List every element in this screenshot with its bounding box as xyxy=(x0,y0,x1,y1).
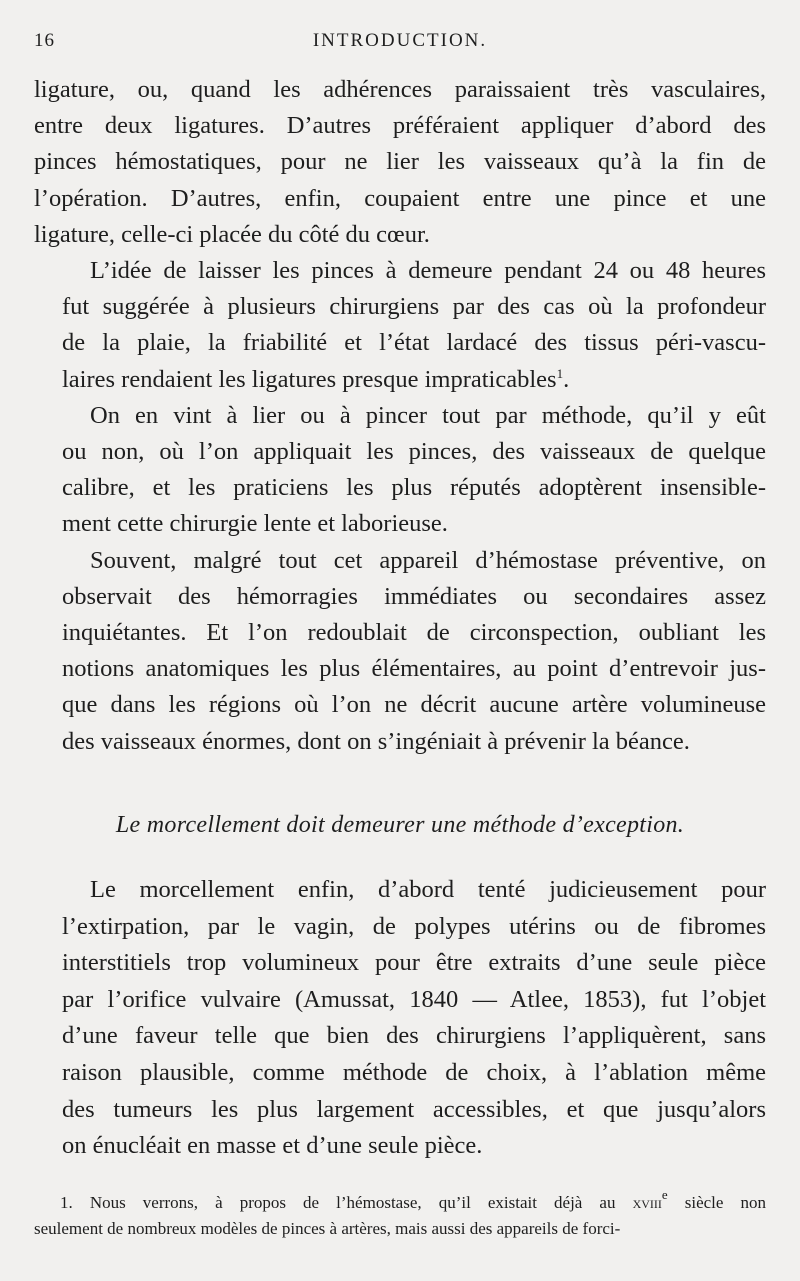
text-line: inquiétantes. Et l’on redoublait de circonspection, oubliant les xyxy=(62,619,766,647)
text-line: calibre, et les praticiens les plus réputés adoptèrent insensible- xyxy=(62,474,766,502)
footnote-ref[interactable]: 1 xyxy=(556,365,564,381)
text-line: ligature, ou, quand les adhérences paraissaient très vasculaires, xyxy=(34,76,766,103)
text-line: l’extirpation, par le vagin, de polypes utérins ou de fibromes xyxy=(62,912,766,940)
footnote xyxy=(34,1187,767,1242)
footnote-text: Nous verrons, à propos de l’hémostase, qu’il existait déjà au xyxy=(89,1193,616,1212)
footnote-line: seulement de nombreux modèles de pinces à artères, mais aussi des appareils de forci- xyxy=(34,1219,621,1238)
paragraph-3 xyxy=(34,398,766,543)
text-line: des tumeurs les plus largement accessibles, et que jusqu’alors xyxy=(62,1095,766,1123)
text-line: des vaisseaux énormes, dont on s’ingéniait à prévenir la béance. xyxy=(62,727,690,755)
sentence-end: . xyxy=(563,365,570,393)
page-number: 16 xyxy=(34,30,55,51)
paragraph-2 xyxy=(34,253,766,398)
text-line: observait des hémorragies immédiates ou secondaires assez xyxy=(62,582,766,610)
text-line: ment cette chirurgie lente et laborieuse. xyxy=(62,510,448,538)
running-head xyxy=(34,30,766,58)
text-line: de la plaie, la friabilité et l’état lardacé des tissus péri-vascu- xyxy=(62,329,766,357)
text-line: L’idée de laisser les pinces à demeure pendant 24 ou 48 heures xyxy=(90,257,766,285)
body-text xyxy=(34,72,766,760)
text-line: pinces hémostatiques, pour ne lier les vaisseaux qu’à la fin de xyxy=(34,148,766,176)
section-body-text xyxy=(34,872,766,1165)
text-line: interstitiels trop volumineux pour être extraits d’une seule pièce xyxy=(62,949,766,977)
text-line: Le morcellement enfin, d’abord tenté judicieusement pour xyxy=(90,876,766,903)
century-suffix: e xyxy=(661,1187,668,1202)
text-line: notions anatomiques les plus élémentaires, au point d’entrevoir jus- xyxy=(62,655,766,683)
text-line: que dans les régions où l’on ne décrit aucune artère volumineuse xyxy=(62,691,766,719)
paragraph-5 xyxy=(34,872,766,1165)
footnote-line xyxy=(34,1187,767,1216)
text-line: raison plausible, comme méthode de choix, à l’ablation même xyxy=(62,1058,766,1086)
text-line: l’opération. D’autres, enfin, coupaient entre une pince et une xyxy=(34,184,766,212)
text-line: On en vint à lier ou à pincer tout par méthode, qu’il y eût xyxy=(90,401,766,429)
text-line: Souvent, malgré tout cet appareil d’hémostase préventive, on xyxy=(90,546,766,574)
century-numeral: xviii xyxy=(632,1193,662,1212)
text-line: par l’orifice vulvaire (Amussat, 1840 — Atlee, 1853), fut l’objet xyxy=(62,985,766,1013)
paragraph-4 xyxy=(34,543,766,760)
running-title: INTRODUCTION. xyxy=(312,30,488,51)
footnote-number: 1. xyxy=(60,1193,73,1212)
text-line xyxy=(34,362,766,398)
text-line: ou non, où l’on appliquait les pinces, des vaisseaux de quelque xyxy=(62,438,766,466)
text-line: fut suggérée à plusieurs chirurgiens par des cas où la profondeur xyxy=(62,293,766,321)
text-line: on énucléait en masse et d’une seule pièce. xyxy=(62,1132,483,1160)
text-line: entre deux ligatures. D’autres préféraient appliquer d’abord des xyxy=(34,112,766,140)
text-line: d’une faveur telle que bien des chirurgiens l’appliquèrent, sans xyxy=(62,1022,766,1050)
footnote-text: siècle non xyxy=(684,1193,767,1212)
section-heading: Le morcellement doit demeurer une méthode d’exception. xyxy=(115,812,685,838)
paragraph-1 xyxy=(34,72,766,253)
text-line: ligature, celle-ci placée du côté du cœur. xyxy=(34,220,430,248)
text-fragment: laires rendaient les ligatures presque impraticables xyxy=(62,365,557,393)
